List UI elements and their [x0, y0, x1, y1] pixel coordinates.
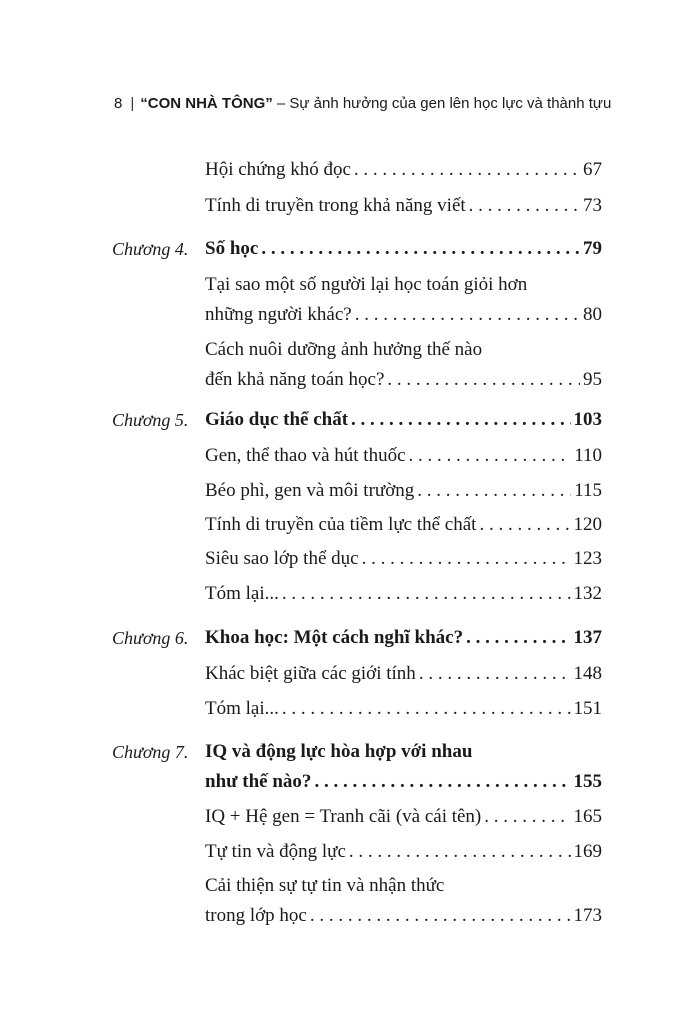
toc-entry-page: 123: [573, 548, 602, 569]
toc-entry: [205, 441, 602, 471]
book-subtitle: – Sự ảnh hưởng của gen lên học lực và thành tựu: [272, 95, 612, 112]
leader-dots: [419, 659, 571, 689]
toc-entry-page: 95: [583, 369, 602, 390]
toc-entry-title: IQ + Hệ gen = Tranh cãi (và cái tên): [205, 806, 482, 827]
leader-dots: [409, 441, 572, 471]
chapter-title-line2: như thế nào?: [205, 771, 312, 792]
toc-entry: [205, 335, 602, 395]
book-title: “CON NHÀ TÔNG”: [140, 95, 273, 112]
toc-entry-title-line2: những người khác?: [205, 304, 352, 325]
toc-entry: [205, 579, 602, 609]
leader-dots: [354, 155, 580, 185]
leader-dots: [484, 802, 570, 832]
toc-entry-title-line2: trong lớp học: [205, 905, 307, 926]
leader-dots: [310, 901, 571, 931]
toc-entry: [205, 837, 602, 867]
toc-entry-page: 120: [573, 514, 602, 535]
toc-entry: [205, 270, 602, 330]
leader-dots: [362, 544, 571, 574]
toc-entry-title: Tóm lại...: [205, 698, 279, 719]
toc-entry-page: 115: [574, 480, 602, 501]
toc-entry: [205, 191, 602, 221]
chapter-label: Chương 5.: [112, 410, 189, 430]
leader-dots: [282, 694, 571, 724]
toc-entry-title-line2: đến khả năng toán học?: [205, 369, 385, 390]
leader-dots: [387, 365, 580, 395]
toc-entry-title: Siêu sao lớp thể dục: [205, 548, 359, 569]
chapter-title-line1: IQ và động lực hòa hợp với nhau: [205, 741, 473, 762]
toc-entry-title: Tính di truyền của tiềm lực thể chất: [205, 514, 477, 535]
toc-entry-title: Tự tin và động lực: [205, 841, 346, 862]
toc-entry-title: Khác biệt giữa các giới tính: [205, 663, 416, 684]
toc-entry-page: 110: [574, 445, 602, 466]
leader-dots: [282, 579, 571, 609]
leader-dots: [466, 623, 570, 653]
toc-entry: [205, 510, 602, 540]
toc-entry-title: Béo phì, gen và môi trường: [205, 480, 415, 501]
toc-entry-title: Tóm lại...: [205, 583, 279, 604]
chapter-title: Số học: [205, 238, 259, 259]
toc-entry-page: 132: [573, 583, 602, 604]
chapter-label: Chương 6.: [112, 628, 189, 648]
toc-entry-page: 173: [573, 905, 602, 926]
toc-entry: [205, 544, 602, 574]
chapter-title-entry: [205, 737, 602, 797]
chapter-page: 103: [573, 409, 602, 430]
toc-entry-page: 73: [583, 195, 602, 216]
leader-dots: [479, 510, 570, 540]
toc-entry-page: 80: [583, 304, 602, 325]
chapter-title-entry: [205, 623, 602, 653]
leader-dots: [314, 767, 570, 797]
toc-entry-title: Hội chứng khó đọc: [205, 159, 351, 180]
header-separator: |: [130, 95, 135, 112]
chapter-title-entry: [205, 234, 602, 264]
chapter-title: Giáo dục thể chất: [205, 409, 349, 430]
chapter-label: Chương 4.: [112, 239, 189, 259]
leader-dots: [349, 837, 571, 867]
leader-dots: [261, 234, 580, 264]
toc-entry: [205, 155, 602, 185]
toc-entry-title-line1: Cách nuôi dưỡng ảnh hưởng thế nào: [205, 339, 483, 360]
toc-entry-title-line1: Cải thiện sự tự tin và nhận thức: [205, 875, 445, 896]
chapter-page: 137: [573, 627, 602, 648]
leader-dots: [469, 191, 580, 221]
toc-entry: [205, 871, 602, 931]
toc-entry: [205, 659, 602, 689]
chapter-title: Khoa học: Một cách nghĩ khác?: [205, 627, 464, 648]
toc-entry-page: 151: [573, 698, 602, 719]
toc-entry-page: 67: [583, 159, 602, 180]
leader-dots: [417, 476, 571, 506]
toc-entry-page: 165: [573, 806, 602, 827]
toc-entry: [205, 694, 602, 724]
chapter-label: Chương 7.: [112, 742, 189, 762]
page-number: 8: [114, 95, 123, 112]
toc-entry-page: 169: [573, 841, 602, 862]
toc-entry-page: 148: [573, 663, 602, 684]
chapter-title-entry: [205, 405, 602, 435]
toc-entry: [205, 802, 602, 832]
toc-entry: [205, 476, 602, 506]
chapter-page: 79: [583, 238, 602, 259]
toc-entry-title-line1: Tại sao một số người lại học toán giỏi hơn: [205, 274, 528, 295]
leader-dots: [351, 405, 570, 435]
running-head: [114, 94, 611, 114]
toc-entry-title: Gen, thể thao và hút thuốc: [205, 445, 406, 466]
leader-dots: [355, 300, 580, 330]
toc-entry-title: Tính di truyền trong khả năng viết: [205, 195, 466, 216]
chapter-page: 155: [573, 771, 602, 792]
